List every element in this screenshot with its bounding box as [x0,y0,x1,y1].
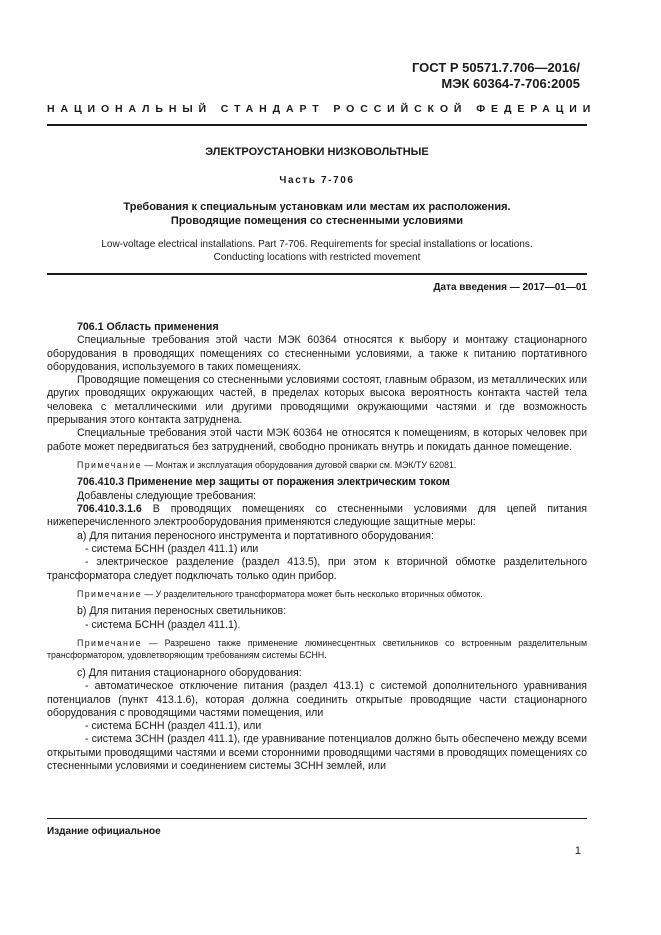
clause-text: В проводящих помещениях со стесненными условиями для цепей питания нижеперечисленного электрооборудования применяются следующие защитные меры: [47,503,587,529]
list-dash-item: - система БСНН (раздел 411.1). [85,618,241,631]
subtitle-line-1: Требования к специальным установкам или местам их расположения. [123,201,511,213]
clause-number: 706.410.3.1.6 [77,503,142,516]
subtitle-line-2: Проводящие помещения со стесненными условиями [170,215,464,227]
footer-rule [47,818,587,819]
list-dash-item: - автоматическое отключение питания (раздел 413.1) с системой дополнительного уравнивания потенциалов (пункт 413.1.6), которая должна соединить открытые проводящие части стационарного оборудования с проводящими частями помещения, или [47,680,587,719]
section-heading-scope: 706.1 Область применения [77,321,219,333]
national-standard-banner: НАЦИОНАЛЬНЫЙ СТАНДАРТ РОССИЙСКОЙ ФЕДЕРАЦИИ [47,103,597,115]
english-title [47,238,587,264]
document-subtitle [47,200,587,228]
standard-code [412,60,580,92]
note [47,637,587,662]
document-part: Часть 7-706 [279,175,355,186]
english-title-line-2: Conducting locations with restricted movement [213,252,421,263]
title-rule [47,273,587,275]
document-body [47,321,587,773]
section-heading-protection: 706.410.3 Применение мер защиты от поражения электрическим током [77,476,450,489]
note [47,459,587,472]
note-text: — Разрешено также применение люминесцентных светильников со встроенным разделительным трансформатором, удовлетворяющим требованиям системы БСНН. [47,637,587,661]
note-text: — Монтаж и эксплуатация оборудования дуговой сварки см. МЭК/ТУ 62081. [141,459,457,470]
page-number: 1 [574,845,581,857]
list-item-a: a) Для питания переносного инструмента и портативного оборудования: [77,529,434,542]
note-label: Примечание [77,637,142,648]
note-text: — У разделительного трансформатора может быть несколько вторичных обмоток. [141,588,483,599]
paragraph [47,503,587,530]
list-dash-item: - система БСНН (раздел 411.1) или [85,542,259,555]
list-dash-item: - электрическое разделение (раздел 413.5), при этом к вторичной обмотке разделительного трансформатора следует подключать только один прибор. [47,556,587,582]
standard-code-gost: ГОСТ Р 50571.7.706—2016/ [411,60,580,75]
list-item-c: c) Для питания стационарного оборудования: [77,666,302,679]
paragraph: Специальные требования этой части МЭК 60364 относятся к выбору и монтажу стационарного оборудования в проводящих помещениях со стесненными условиями, а также к питанию портативного оборудования, используемого в таких помещениях. [47,334,587,373]
header-rule [47,124,587,126]
standard-code-iec: МЭК 60364-7-706:2005 [441,76,580,91]
document-title: ЭЛЕКТРОУСТАНОВКИ НИЗКОВОЛЬТНЫЕ [205,146,429,158]
english-title-line-1: Low-voltage electrical installations. Part 7-706. Requirements for special installations or locations. [101,239,533,250]
paragraph: Добавлены следующие требования: [77,489,257,502]
list-item-b: b) Для питания переносных светильников: [77,605,287,618]
list-dash-item: - система БСНН (раздел 411.1), или [85,720,262,733]
official-edition-label: Издание официальное [47,826,161,837]
note-label: Примечание [77,588,142,599]
paragraph: Проводящие помещения со стесненными условиями состоят, главным образом, из металлических или других проводящих окружающих частей, в пределах которых высока вероятность контакта частей тела человека с металлическими или другими проводящими окружающими частями и где возможность прерывания этого контакта затруднена. [47,374,587,427]
note [47,588,587,601]
paragraph: Специальные требования этой части МЭК 60364 не относятся к помещениям, в которых человек при работе может передвигаться без затруднений, свободно проникать внутрь и покидать данное помещение. [47,427,587,453]
effective-date: Дата введения — 2017—01—01 [433,282,587,293]
list-dash-item: - система ЗСНН (раздел 411.1), где уравнивание потенциалов должно быть обеспечено между всеми открытыми проводящими частями и всеми сторонними проводящими частями в проводящих помещениях со стесненными условиями и соединением системы ЗСНН землей, или [47,733,587,773]
note-label: Примечание [77,459,142,470]
